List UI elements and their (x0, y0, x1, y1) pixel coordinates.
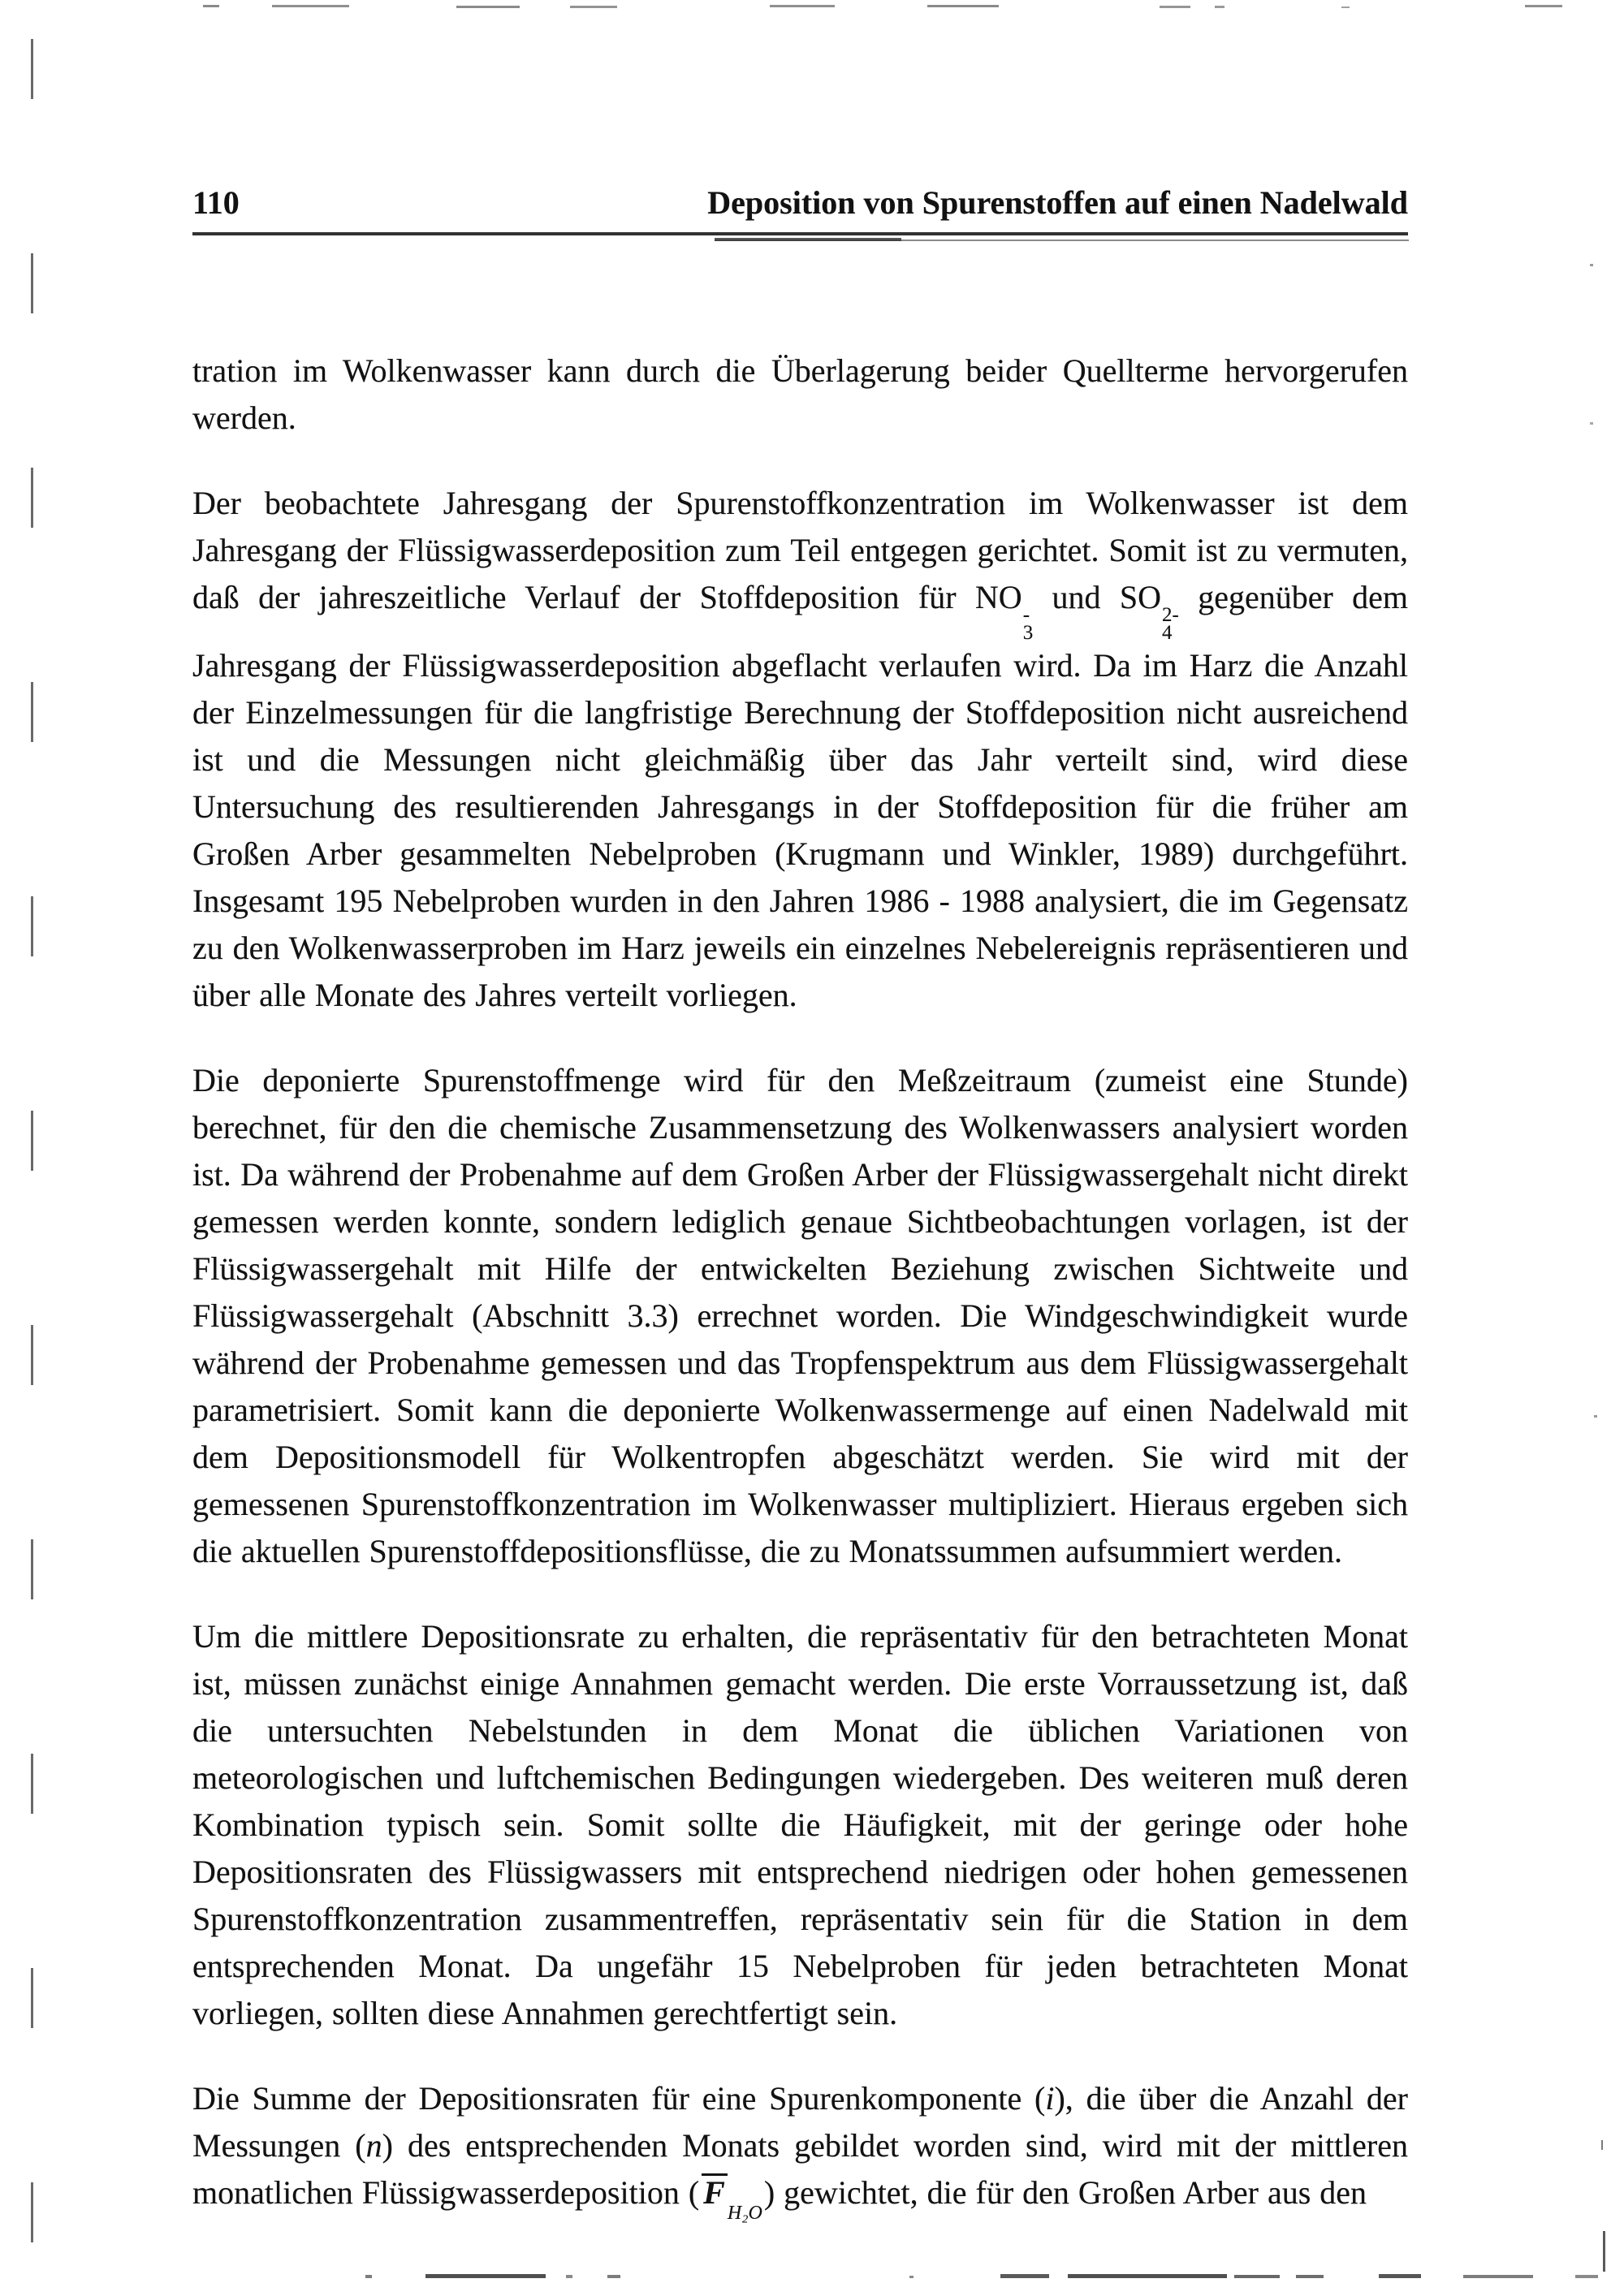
page-number: 110 (192, 184, 240, 221)
scan-artifact-left-edge-dashes (31, 39, 33, 2288)
running-title: Deposition von Spurenstoffen auf einen Nadelwald (707, 184, 1408, 221)
chemical-formula: NO - 3 (974, 579, 1034, 644)
scan-artifact-top-dash (456, 6, 520, 8)
scan-artifact-bottom-dash (1068, 2274, 1227, 2278)
scan-artifact-bottom-dash (607, 2275, 620, 2278)
scan-artifact-speck (1594, 1415, 1597, 1418)
scan-artifact-bottom-dash (1463, 2275, 1533, 2278)
scan-artifact-top-dash (770, 5, 835, 7)
paragraph: tration im Wolkenwasser kann durch die Überlagerung beider Quellterme hervorgerufen werden. (192, 352, 1408, 436)
formula-mean-liquid-water-deposition: $F_{H_2O}$ (703, 2174, 762, 2224)
scan-artifact-bottom-dash (566, 2275, 572, 2278)
scan-artifact-right-tick (1601, 2140, 1603, 2150)
scan-artifact-top-dash (1215, 6, 1224, 8)
scan-artifact-top-dash (272, 5, 349, 7)
scan-artifact-rule-smear (715, 238, 901, 241)
body-text (192, 347, 1408, 2237)
scan-artifact-bottom-dash (365, 2275, 372, 2278)
scan-artifact-bottom-dash (1379, 2274, 1421, 2278)
scan-artifact-bottom-dash (1234, 2275, 1280, 2278)
scan-artifact-right-line (1603, 2231, 1605, 2272)
scan-artifact-top-dash (203, 5, 219, 7)
scan-artifact-top-dash (1160, 6, 1190, 8)
chemical-formula: SO 2- 4 (1119, 579, 1179, 644)
scan-artifact-speck (1590, 422, 1593, 425)
scan-artifact-speck (1590, 264, 1593, 266)
page-content (192, 183, 1408, 2237)
scan-artifact-top-dash (570, 6, 617, 8)
scan-artifact-top-dash (1525, 5, 1562, 7)
scan-artifact-bottom-dash (425, 2274, 546, 2278)
scan-artifact-top-dash (1341, 6, 1350, 8)
paragraph: Um die mittlere Depositionsrate zu erhalten, die repräsentativ für den betrachteten Monat ist, müssen zunächst einige Annahmen gemacht werden. Die erste Vorraussetzung ist, daß die untersuchten Nebelstunden in dem Monat die üblichen Variationen von meteorologischen und luftchemischen Bedingungen wiedergeben. Des weiteren muß deren Kombination typisch sein. Somit sollte die Häufigkeit, mit der geringe oder hohe Depositionsraten des Flüssigwassers mit entsprechend niedrigen oder hohen gemessenen Spurenstoffkonzentration zusammentreffen, repräsentativ sein für die Station in dem entsprechenden Monat. Da ungefähr 15 Nebelproben für jeden betrachteten Monat vorliegen, sollten diese Annahmen gerechtfertigt sein. (192, 1618, 1408, 2031)
scan-artifact-bottom-dash (1575, 2275, 1598, 2278)
paragraph: Die deponierte Spurenstoffmenge wird für den Meßzeitraum (zumeist eine Stunde) berechnet, für den die chemische Zusammensetzung des Wolkenwassers analysiert worden ist. Da während der Probenahme auf dem Großen Arber der Flüssigwassergehalt nicht direkt gemessen werden konnte, sondern lediglich genaue Sichtbeobachtungen vorlagen, ist der Flüssigwassergehalt mit Hilfe der entwickelten Beziehung zwischen Sichtweite und Flüssigwassergehalt (Abschnitt 3.3) errechnet worden. Die Windgeschwindigkeit wurde während der Probenahme gemessen und das Tropfenspektrum aus dem Flüssigwassergehalt parametrisiert. Somit kann die deponierte Wolkenwassermenge auf einen Nadelwald mit dem Depositionsmodell für Wolkentropfen abgeschätzt werden. Sie wird mit der gemessenen Spurenstoffkonzentration im Wolkenwasser multipliziert. Hieraus ergeben sich die aktuellen Spurenstoffdepositionsflüsse, die zu Monatssummen aufsummiert werden. (192, 1062, 1408, 1569)
scan-artifact-bottom-dash (1296, 2275, 1324, 2278)
paragraph: Der beobachtete Jahresgang der Spurenstoffkonzentration im Wolkenwasser ist dem Jahresgang der Flüssigwasserdeposition zum Teil entgegen gerichtet. Somit ist zu vermuten, daß der jahreszeitliche Verlauf der Stoffdeposition für NO - 3 und SO 2- 4 gegenüber dem Jahresgang der Flüssigwasserdeposition abgeflacht verlaufen wird. Da im Harz die Anzahl der Einzelmessungen für die langfristige Berechnung der Stoffdeposition nicht ausreichend ist und die Messungen nicht gleichmäßig über das Jahr verteilt sind, wird diese Untersuchung des resultierenden Jahresgangs in der Stoffdeposition für die früher am Großen Arber gesammelten Nebelproben (Krugmann und Winkler, 1989) durchgeführt. Insgesamt 195 Nebelproben wurden in den Jahren 1986 - 1988 analysiert, die im Gegensatz zu den Wolkenwasserproben im Harz jeweils ein einzelnes Nebelereignis repräsentieren und über alle Monate des Jahres verteilt vorliegen. (192, 485, 1409, 1013)
scan-artifact-bottom-dash (909, 2276, 914, 2278)
scan-artifact-top-dash (927, 5, 999, 7)
scan-artifact-bottom-dash (1000, 2274, 1049, 2278)
running-header (192, 183, 1408, 235)
paragraph: Die Summe der Depositionsraten für eine Spurenkomponente (i), die über die Anzahl der Messungen (n) des entsprechenden Monats gebildet worden sind, wird mit der mittleren monatlichen Flüssigwasserdeposition ( $F_{H_2O}$) gewichtet, die für den Großen Arber aus den (192, 2080, 1409, 2224)
